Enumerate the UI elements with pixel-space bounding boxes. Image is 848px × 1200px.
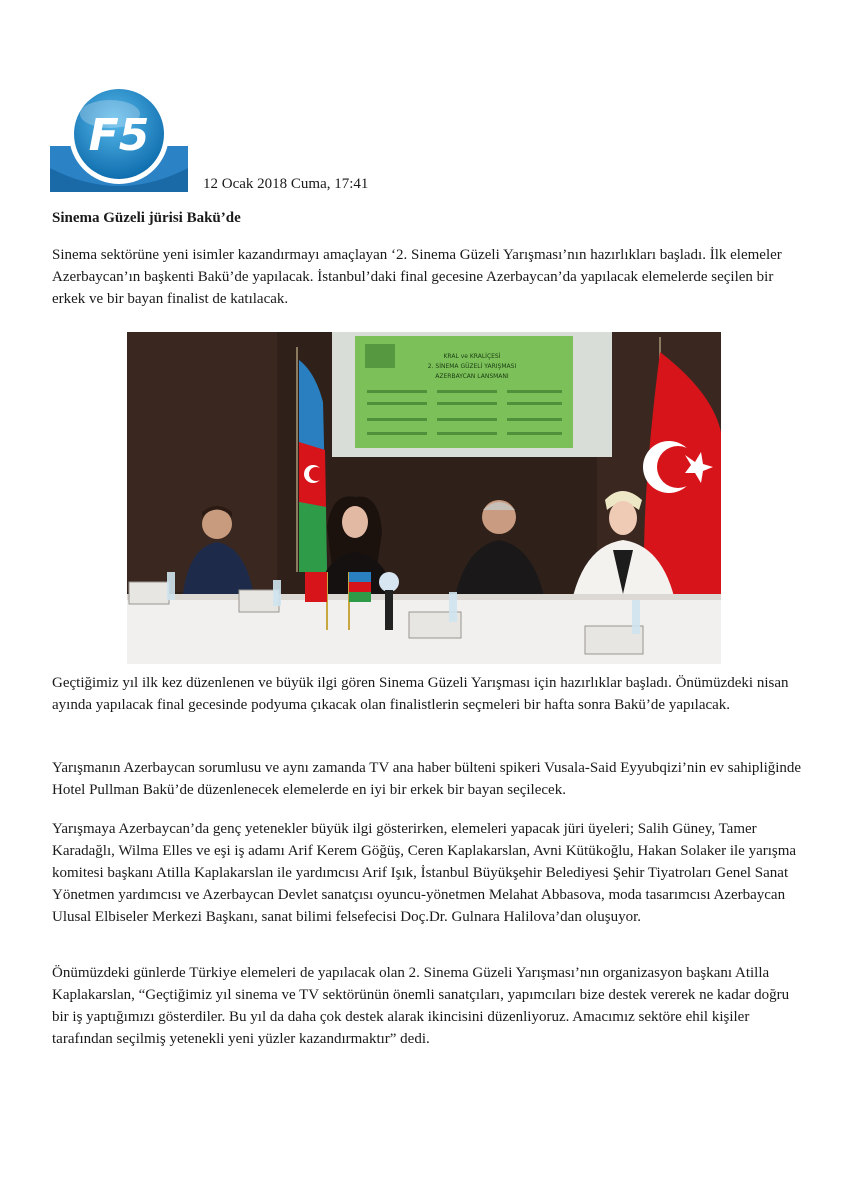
article-paragraph-5: Önümüzdeki günlerde Türkiye elemeleri de yapılacak olan 2. Sinema Güzeli Yarışması’nın organizasyon başkanı Atilla Kaplakarslan, “Geçtiğimiz yıl sinema ve TV sektörünün önemli sanatçıları, yapımcıları bize destek vererek ne kadar doğru bir iş yaptığımızı gösterdiler. Bu yıl da daha çok destek alarak ikincisini düzenliyoruz. Amacımız sektöre ehil kişiler tarafından seçilmiş yetenekli yeni yüzler kazandırmaktır” dedi. — [52, 965, 790, 1047]
article-paragraph-4: Yarışmaya Azerbaycan’da genç yetenekler büyük ilgi gösterirken, elemeleri yapacak jüri üyeleri; Salih Güney, Tamer Karadağlı, Wilma Elles ve eşi iş adamı Arif Kerem Göğüş, Ceren Kaplakarslan, Avni Kütükoğlu, Hakan Solaker ile yarışma komitesi başkanı Atilla Kaplakarslan ile yardımcısı Arif Işık, İstanbul Büyükşehir Belediyesi Şehir Tiyatroları Genel Sanat Yönetmen yardımcısı ve Azerbaycan Devlet sanatçısı oyuncu-yönetmen Melahat Abbasova, moda tasarımcısı Azerbaycan Ulusal Elbiseler Merkezi Başkanı, sanat bilimi felsefecisi Doç.Dr. Gulnara Halilova’dan oluşuyor. — [52, 821, 797, 925]
screen-line-1: KRAL ve KRALİÇESİ — [443, 353, 501, 360]
article-paragraph-2: Geçtiğimiz yıl ilk kez düzenlenen ve büyük ilgi gören Sinema Güzeli Yarışması için hazırlıklar başladı. Önümüzdeki nisan ayında yapılacak final gecesinde podyuma çıkacak olan finalistlerin seçmeleri bir hafta sonra Bakü’de yapılacak. — [52, 675, 789, 713]
press-conference-photo — [127, 332, 721, 664]
screen-line-2: 2. SİNEMA GÜZELİ YARIŞMASI — [427, 363, 517, 370]
screen-line-3: AZERBAYCAN LANSMANI — [435, 373, 509, 380]
article-paragraph-1: Sinema sektörüne yeni isimler kazandırmayı amaçlayan ‘2. Sinema Güzeli Yarışması’nın hazırlıkları başladı. İlk elemeler Azerbaycan’ın başkenti Bakü’de yapılacak. İstanbul’daki final gecesine Azerbaycan’da yapılacak elemelerde seçilen bir erkek ve bir bayan finalist de katılacak. — [52, 247, 782, 307]
press-conference-image — [127, 332, 721, 664]
f5-logo — [50, 86, 188, 194]
article-headline: Sinema Güzeli jürisi Bakü’de — [52, 210, 241, 226]
article-dateline: 12 Ocak 2018 Cuma, 17:41 — [203, 176, 369, 192]
article-paragraph-3: Yarışmanın Azerbaycan sorumlusu ve aynı zamanda TV ana haber bülteni spikeri Vusala-Said Eyyubqizi’nin ev sahipliğinde Hotel Pullman Bakü’de düzenlenecek elemelerde en iyi bir erkek bir bayan seçilecek. — [52, 760, 802, 798]
logo-text: F5 — [88, 110, 150, 161]
f5-logo-icon — [50, 86, 188, 194]
